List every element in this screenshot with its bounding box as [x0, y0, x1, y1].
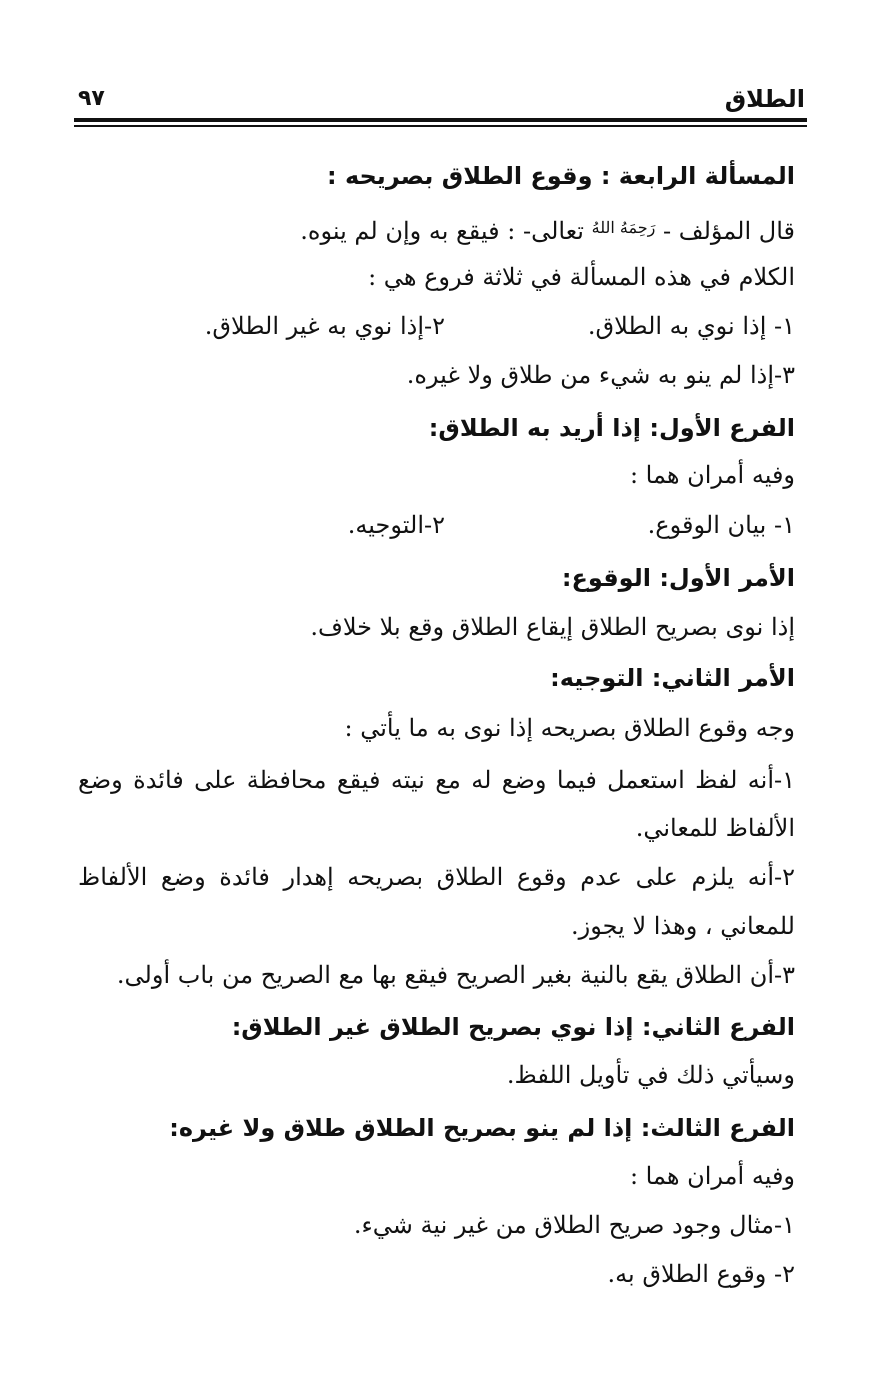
header-rule-thin: [74, 125, 807, 127]
branch-item-3: ٣-إذا لم ينو به شيء من طلاق ولا غيره.: [406, 361, 795, 389]
branch2-text: وسيأتي ذلك في تأويل اللفظ.: [506, 1061, 795, 1089]
reason2-line2: للمعاني ، وهذا لا يجوز.: [571, 912, 795, 940]
author-quote: [300, 208, 795, 251]
reason1-line2: الألفاظ للمعاني.: [635, 814, 795, 842]
branch1-intro: وفيه أمران هما :: [629, 461, 795, 489]
branch-item-1: ١- إذا نوي به الطلاق.: [587, 312, 795, 340]
section-heading: المسألة الرابعة : وقوع الطلاق بصريحه :: [327, 162, 795, 190]
quote-suffix: تعالى- : فيقع به وإن لم ينوه.: [300, 217, 584, 245]
chapter-title: الطلاق: [724, 85, 805, 113]
branch3-item-2: ٢- وقوع الطلاق به.: [607, 1260, 795, 1288]
branch2-heading: الفرع الثاني: إذا نوي بصريح الطلاق غير الطلاق:: [231, 1013, 795, 1041]
reason2-line1: ٢-أنه يلزم على عدم وقوع الطلاق بصريحه إهدار فائدة وضع الألفاظ: [78, 863, 795, 891]
branch1-item-2: ٢-التوجيه.: [347, 511, 445, 539]
matter1-text: إذا نوى بصريح الطلاق إيقاع الطلاق وقع بلا خلاف.: [310, 613, 795, 641]
section-intro: الكلام في هذه المسألة في ثلاثة فروع هي :: [368, 263, 795, 291]
branch3-heading: الفرع الثالث: إذا لم ينو بصريح الطلاق طلاق ولا غيره:: [169, 1114, 795, 1142]
branch1-heading: الفرع الأول: إذا أريد به الطلاق:: [428, 414, 795, 442]
branch-item-2: ٢-إذا نوي به غير الطلاق.: [204, 312, 445, 340]
quote-prefix: قال المؤلف -: [663, 217, 795, 245]
honorific-ligature: رَحِمَهُ اللهُ: [591, 218, 656, 237]
branch3-intro: وفيه أمران هما :: [629, 1162, 795, 1190]
branch3-item-1: ١-مثال وجود صريح الطلاق من غير نية شيء.: [353, 1211, 795, 1239]
matter1-heading: الأمر الأول: الوقوع:: [561, 564, 795, 592]
branch1-item-1: ١- بيان الوقوع.: [647, 511, 795, 539]
running-head: [78, 82, 805, 116]
reason1-line1: ١-أنه لفظ استعمل فيما وضع له مع نيته فيقع محافظة على فائدة وضع: [78, 766, 795, 794]
matter2-heading: الأمر الثاني: التوجيه:: [550, 664, 795, 692]
page-number: ٩٧: [78, 86, 105, 111]
reason3: ٣-أن الطلاق يقع بالنية بغير الصريح فيقع بها مع الصريح من باب أولى.: [116, 961, 795, 989]
matter2-intro: وجه وقوع الطلاق بصريحه إذا نوى به ما يأتي :: [344, 714, 795, 742]
header-rule-thick: [74, 118, 807, 122]
